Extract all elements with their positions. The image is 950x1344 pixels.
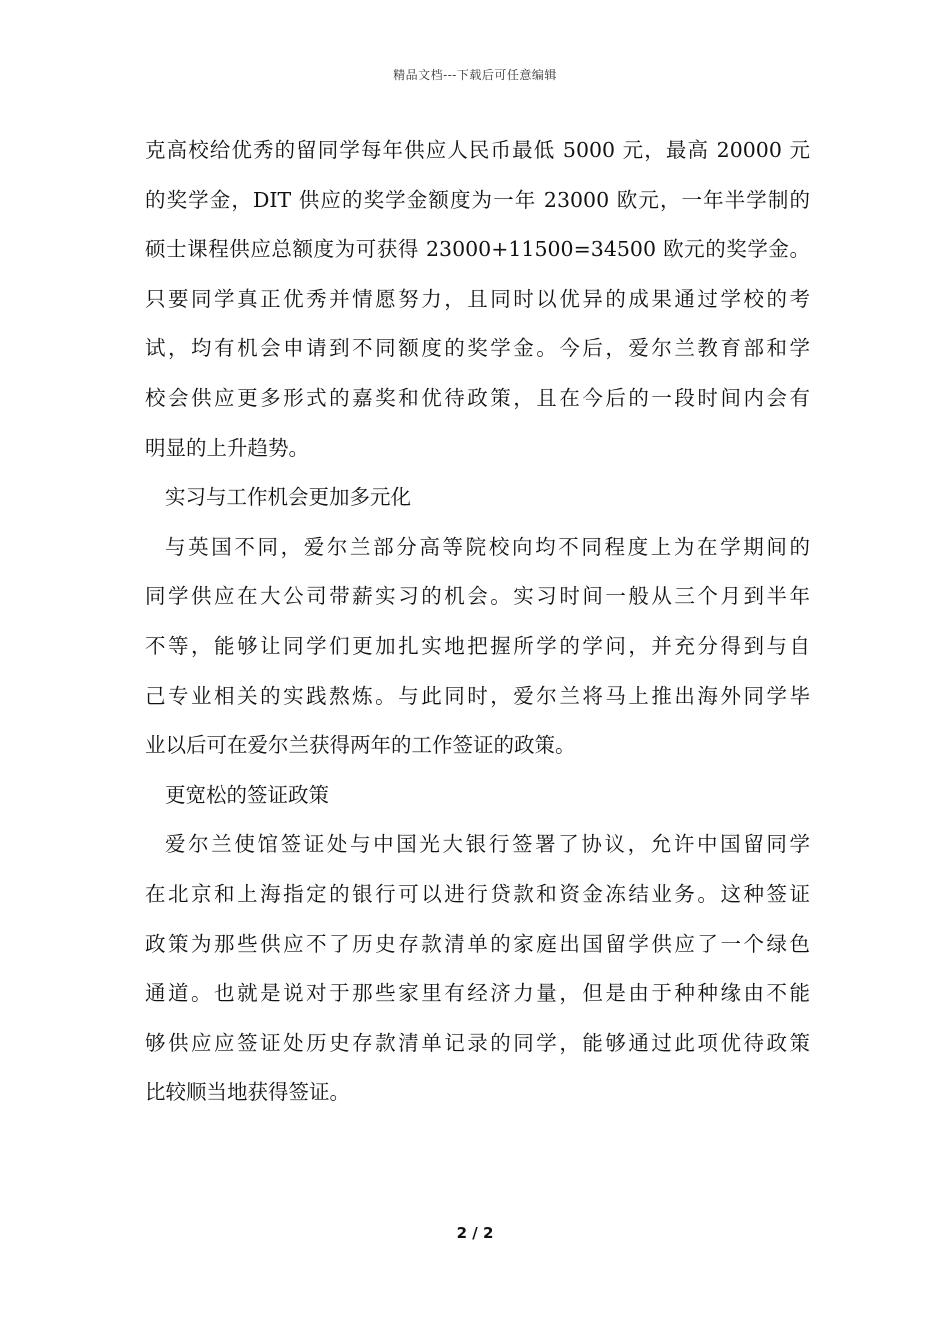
section-heading-internship: 实习与工作机会更加多元化 — [165, 485, 411, 510]
text-line: 硕士课程供应总额度为可获得 23000+11500=34500 欧元的奖学金。 — [145, 237, 810, 262]
text-line: 己专业相关的实践熬炼。与此同时，爱尔兰将马上推出海外同学毕 — [145, 683, 810, 708]
text-line: 只要同学真正优秀并情愿努力，且同时以优异的成果通过学校的考 — [145, 286, 810, 311]
page-header: 精品文档---下载后可任意编辑 — [393, 68, 557, 82]
text-line: 校会供应更多形式的嘉奖和优待政策，且在今后的一段时间内会有 — [145, 385, 810, 410]
text-line: 明显的上升趋势。 — [145, 435, 309, 460]
text-line: 爱尔兰使馆签证处与中国光大银行签署了协议，允许中国留同学 — [165, 832, 810, 857]
text-line: 比较顺当地获得签证。 — [145, 1080, 350, 1105]
text-line: 克高校给优秀的留同学每年供应人民币最低 5000 元，最高 20000 元 — [145, 138, 810, 162]
text-line: 的奖学金，DIT 供应的奖学金额度为一年 23000 欧元，一年半学制的 — [145, 187, 810, 212]
page-number: 2 / 2 — [456, 1224, 494, 1242]
text-line: 通道。也就是说对于那些家里有经济力量，但是由于种种缘由不能 — [145, 981, 810, 1006]
body-text — [145, 126, 810, 1118]
text-line: 同学供应在大公司带薪实习的机会。实习时间一般从三个月到半年 — [145, 584, 810, 609]
text-line: 在北京和上海指定的银行可以进行贷款和资金冻结业务。这种签证 — [145, 881, 810, 906]
text-line: 试，均有机会申请到不同额度的奖学金。今后，爱尔兰教育部和学 — [145, 336, 810, 361]
section-heading-visa: 更宽松的签证政策 — [165, 782, 329, 807]
text-line: 政策为那些供应不了历史存款清单的家庭出国留学供应了一个绿色 — [145, 931, 810, 956]
text-line: 够供应应签证处历史存款清单记录的同学，能够通过此项优待政策 — [145, 1030, 810, 1055]
text-line: 与英国不同，爱尔兰部分高等院校向均不同程度上为在学期间的 — [165, 534, 810, 559]
text-line: 不等，能够让同学们更加扎实地把握所学的学问，并充分得到与自 — [145, 633, 810, 658]
text-line: 业以后可在爱尔兰获得两年的工作签证的政策。 — [145, 733, 576, 758]
